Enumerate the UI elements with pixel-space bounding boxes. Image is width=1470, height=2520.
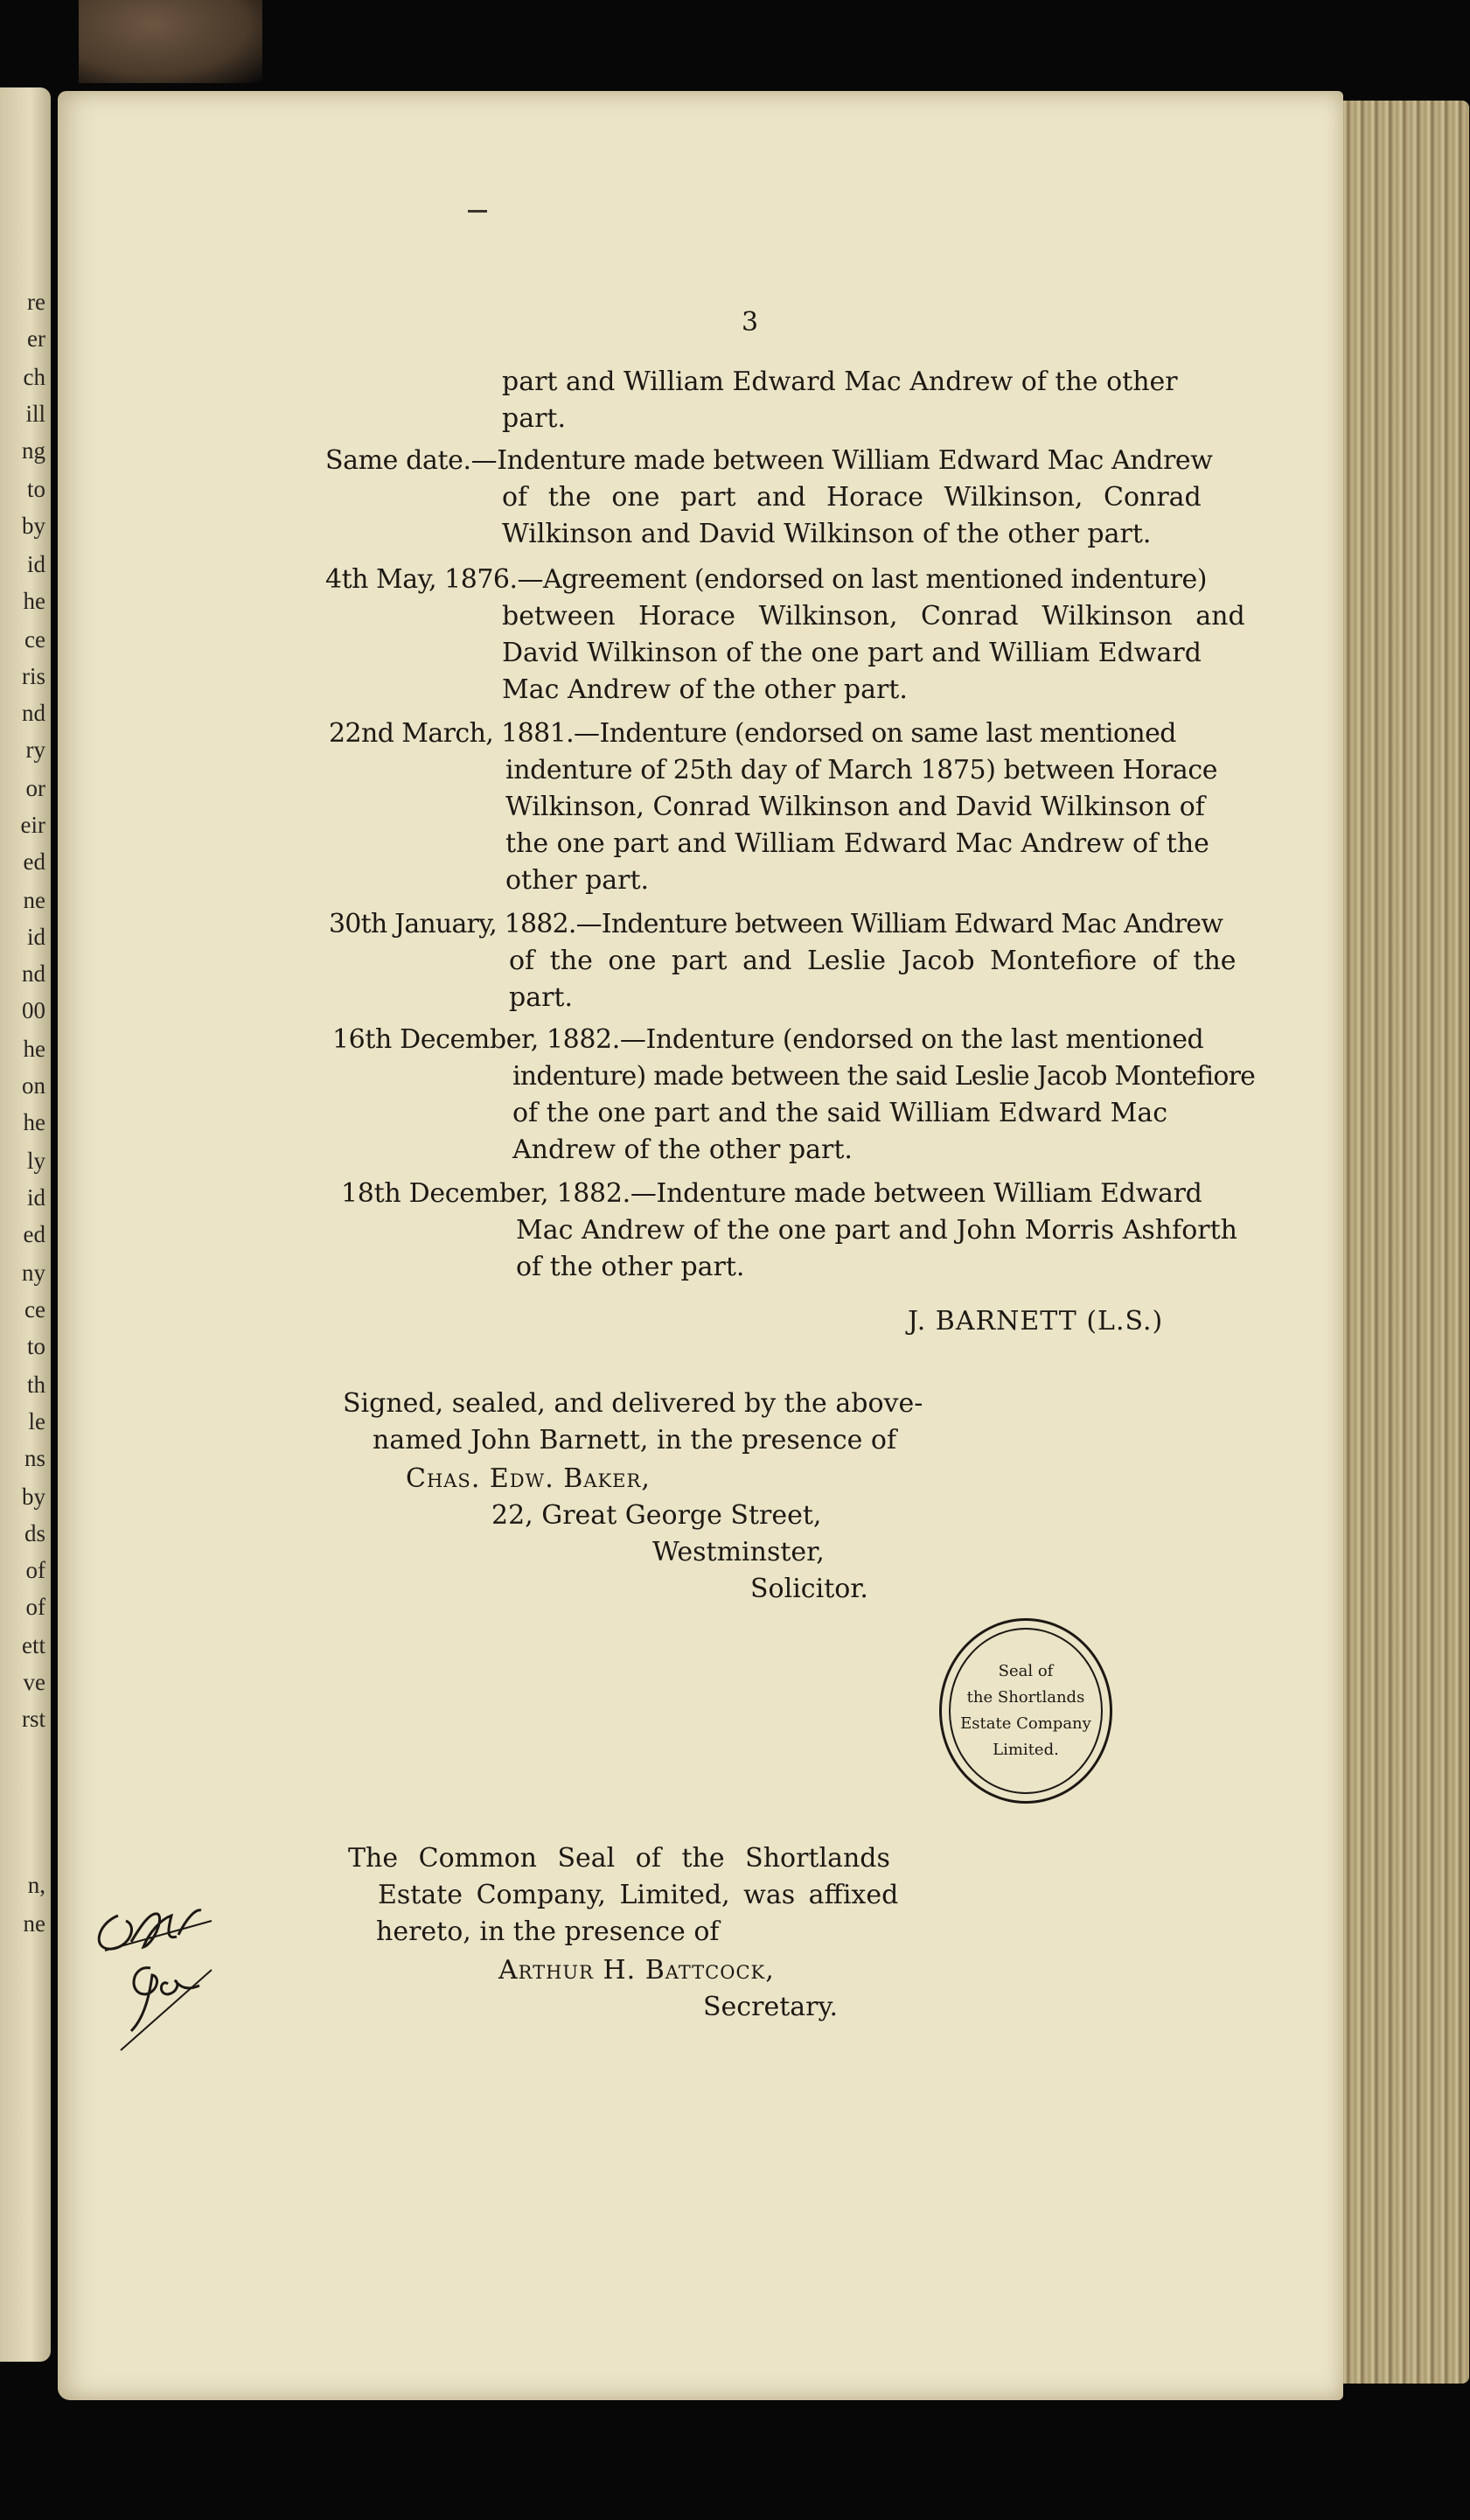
entry-line: 16th December, 1882.—Indenture (endorsed on the last mentioned (332, 1024, 1204, 1055)
entry-line (502, 364, 1178, 401)
entry-line: Mac Andrew of the other part. (502, 674, 908, 705)
left-page-fragment: or (25, 775, 45, 801)
handwritten-initials (87, 1863, 227, 2082)
witness-name: Chas. Edw. Baker, (406, 1463, 651, 1494)
left-page-fragment: nd (22, 700, 45, 726)
company-seal (939, 1618, 1112, 1804)
left-page-fragment: to (26, 476, 45, 502)
entry-4th-may-1876 (325, 562, 1245, 709)
left-page-fragment: id (26, 1184, 45, 1211)
left-page-fragment: le (28, 1408, 45, 1435)
entry-line: Wilkinson and David Wilkinson of the other part. (502, 519, 1152, 549)
left-page-fragment: ce (24, 1296, 45, 1323)
seal-inner-ring (949, 1628, 1103, 1794)
attestation-line-2: named John Barnett, in the presence of (373, 1425, 897, 1455)
left-page-fragment: ne (23, 1910, 45, 1937)
left-page-fragment: ch (23, 364, 45, 390)
signatory: J. BARNETT (L.S.) (908, 1306, 1164, 1337)
entry-30th-january-1882 (329, 906, 1237, 1016)
left-page-fragment: ve (23, 1669, 45, 1695)
left-page-fragment: ed (23, 1221, 45, 1247)
witness-address-2: Westminster, (652, 1537, 825, 1567)
entry-line: indenture of 25th day of March 1875) between Horace (505, 755, 1218, 785)
left-page-fragment: of (25, 1594, 45, 1620)
left-page-fragment: id (26, 551, 45, 577)
entry-line: 18th December, 1882.—Indenture made between William Edward (341, 1178, 1202, 1209)
left-page-fragment: he (23, 588, 45, 614)
seal-text-4: Limited. (993, 1741, 1059, 1759)
left-page-fragment: id (26, 924, 45, 950)
left-page-fragment: er (27, 325, 45, 352)
left-page-fragment: 00 (22, 997, 45, 1023)
page-number: 3 (742, 307, 759, 338)
entry-line: Wilkinson, Conrad Wilkinson and David Wilkinson of (505, 792, 1205, 822)
left-page-fragment: n, (27, 1872, 45, 1898)
entry-line: of the one part and Leslie Jacob Montefiore of the (509, 946, 1237, 976)
left-page-fragment: ds (24, 1520, 45, 1546)
common-seal-line-3: hereto, in the presence of (376, 1916, 720, 1947)
entry-line: of the one part and Horace Wilkinson, Conrad (502, 482, 1202, 513)
seal-text-1: Seal of (998, 1662, 1054, 1680)
left-page-fragment: ill (25, 401, 45, 427)
left-page-fragment: ris (22, 663, 45, 689)
left-page-fragment: by (22, 1483, 45, 1510)
left-page-fragment: ry (25, 736, 45, 763)
witness-role: Solicitor. (750, 1574, 868, 1604)
left-page-fragment: ng (22, 437, 45, 464)
left-page-fragment: ett (22, 1632, 45, 1658)
left-page-fragment: th (26, 1372, 45, 1398)
entry-line: the one part and William Edward Mac Andrew of the (505, 828, 1209, 859)
entry-line: 22nd March, 1881.—Indenture (endorsed on same last mentioned (329, 718, 1176, 749)
entry-same-date (325, 443, 1213, 553)
entry-line: Same date.—Indenture made between William Edward Mac Andrew (325, 445, 1213, 476)
left-page-fragment: ns (24, 1445, 45, 1471)
entry-line: other part. (505, 865, 650, 896)
left-page-fragment: ce (24, 626, 45, 653)
entry-line: part. (509, 982, 574, 1013)
entry-line: Mac Andrew of the one part and John Morris Ashforth (516, 1215, 1237, 1246)
entry-line: Andrew of the other part. (512, 1134, 853, 1165)
entry-line: of the one part and the said William Edward Mac (512, 1098, 1168, 1128)
top-mark (468, 210, 487, 213)
entry-16th-december-1882 (332, 1022, 1255, 1169)
entry-line: indenture) made between the said Leslie Jacob Montefiore (512, 1061, 1256, 1092)
common-seal-line-1: The Common Seal of the Shortlands (348, 1843, 890, 1874)
entry-line: of the other part. (516, 1252, 745, 1282)
entry-line: part. (502, 403, 567, 434)
entry-line: between Horace Wilkinson, Conrad Wilkinson and (502, 601, 1245, 632)
left-page-fragment: nd (22, 960, 45, 987)
common-seal-line-2: Estate Company, Limited, was affixed (378, 1880, 899, 1910)
left-page-fragment: by (22, 513, 45, 539)
entry-line: David Wilkinson of the one part and William Edward (502, 638, 1202, 668)
left-page-fragment: to (26, 1333, 45, 1359)
left-page-fragment: he (23, 1109, 45, 1135)
left-page-fragment: ly (26, 1148, 45, 1174)
left-page-fragment: of (25, 1557, 45, 1583)
left-page-fragment: re (27, 289, 45, 315)
witness-address-1: 22, Great George Street, (491, 1500, 822, 1531)
left-page-fragment: ne (23, 887, 45, 913)
secretary-role: Secretary. (703, 1992, 838, 2022)
entry-22nd-march-1881 (329, 716, 1217, 899)
attestation-line-1: Signed, sealed, and delivered by the above- (343, 1388, 923, 1419)
left-page-fragment: eir (20, 812, 45, 838)
entry-continuation (502, 364, 1178, 437)
left-page-fragment: rst (22, 1706, 45, 1732)
left-page-fragment: ed (23, 848, 45, 875)
left-page-fragment: ny (22, 1260, 45, 1286)
left-page-fragment: on (22, 1072, 45, 1099)
entry-line: 30th January, 1882.—Indenture between William Edward Mac Andrew (329, 909, 1223, 939)
secretary-name: Arthur H. Battcock, (498, 1955, 775, 1986)
seal-text-3: Estate Company (960, 1714, 1091, 1733)
seal-text-2: the Shortlands (966, 1688, 1085, 1707)
entry-18th-december-1882 (341, 1176, 1237, 1286)
line-text: part and William Edward Mac Andrew of the other (502, 366, 1178, 397)
entry-line: 4th May, 1876.—Agreement (endorsed on last mentioned indenture) (325, 564, 1207, 595)
left-page-fragment: he (23, 1036, 45, 1062)
